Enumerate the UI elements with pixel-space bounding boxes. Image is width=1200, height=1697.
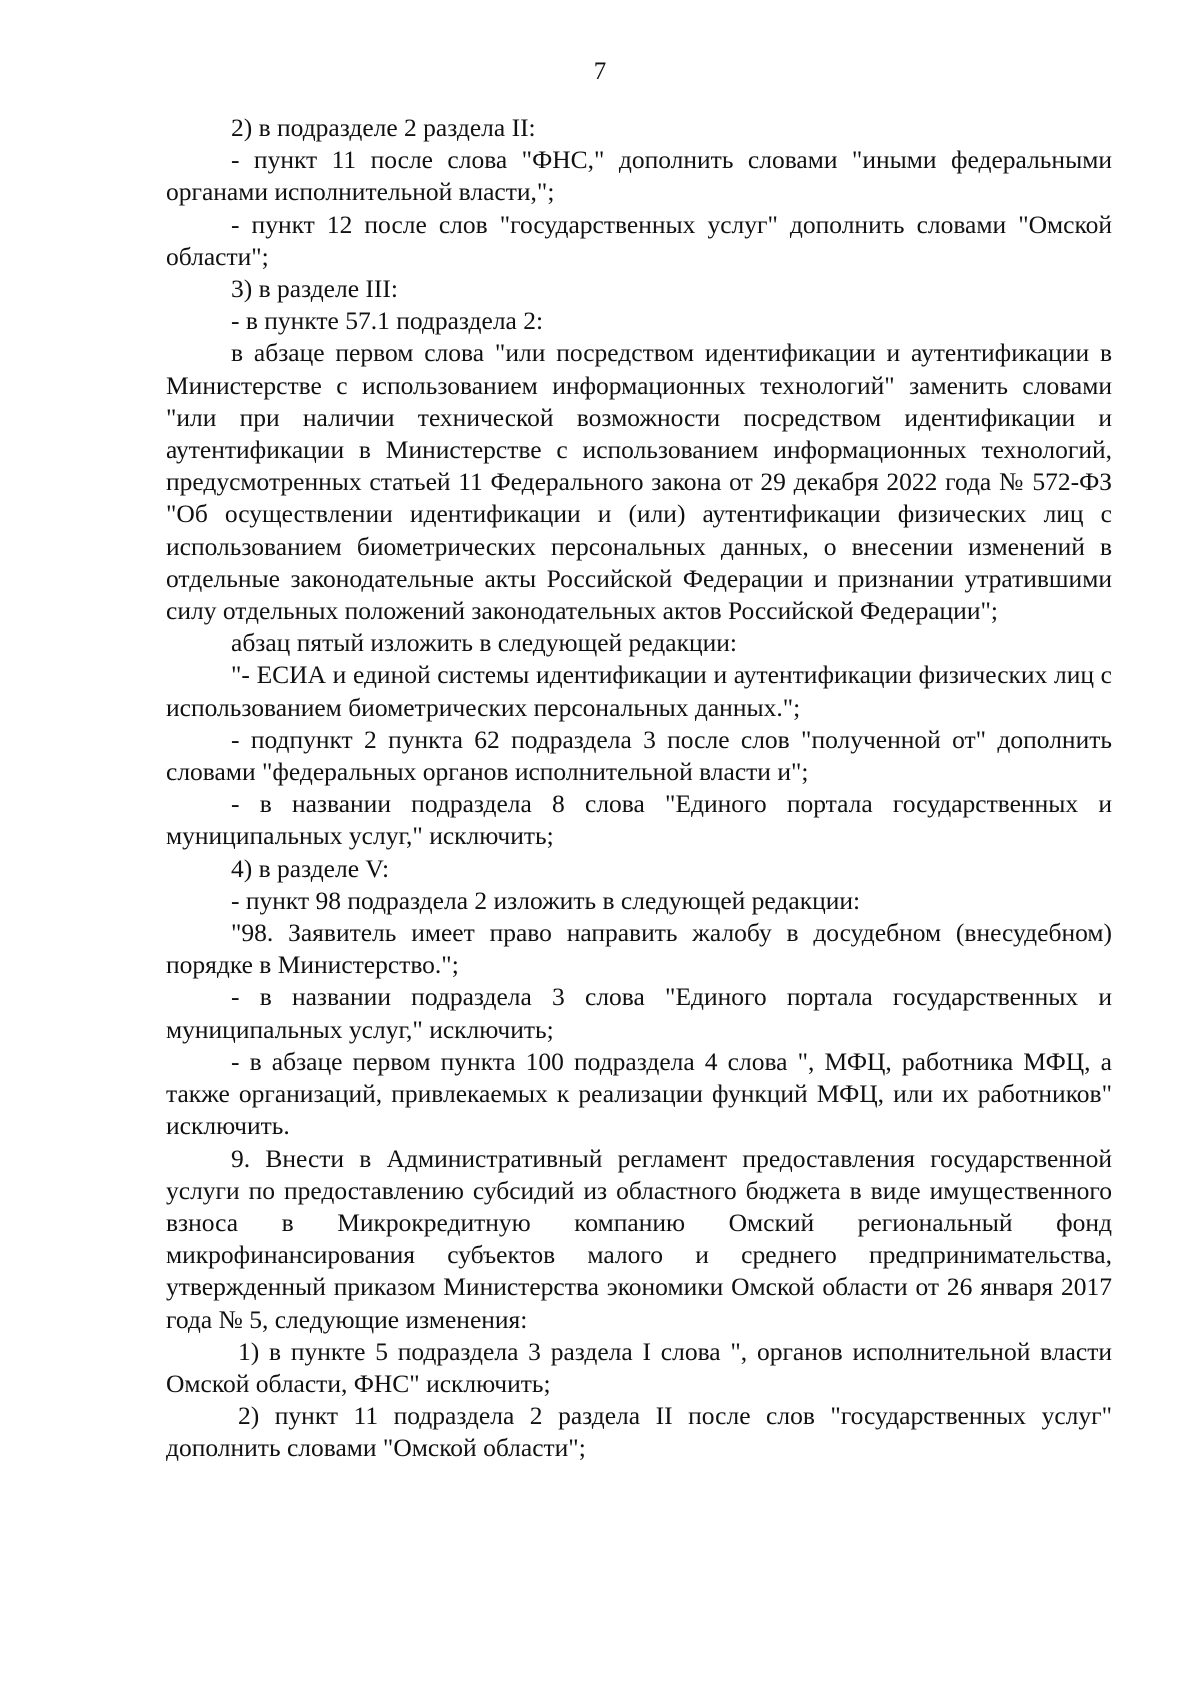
paragraph: "- ЕСИА и единой системы идентификации и аутентификации физических лиц с использованием биометрических персональных данных."; <box>166 660 1112 722</box>
paragraph: - пункт 11 после слова "ФНС," дополнить словами "иными федеральными органами исполнительной власти,"; <box>166 145 1112 207</box>
paragraph: 2) в подразделе 2 раздела II: <box>231 113 536 142</box>
paragraph: 3) в разделе III: <box>231 274 398 304</box>
paragraph: 4) в разделе V: <box>231 853 390 883</box>
paragraph: - в названии подраздела 8 слова "Единого портала государственных и муниципальных услуг," исключить; <box>166 789 1112 851</box>
paragraph: 1) в пункте 5 подраздела 3 раздела I слова ", органов исполнительной власти Омской области, ФНС" исключить; <box>166 1336 1112 1398</box>
paragraph: 9. Внести в Административный регламент предоставления государственной услуги по предоставлению субсидий из областного бюджета в виде имущественного взноса в Микрокредитную компанию Омский региональный фонд микрофинансирования субъектов малого и среднего предпринимательства, утвержденный приказом Министерства экономики Омской области от 26 января 2017 года № 5, следующие изменения: <box>166 1143 1112 1334</box>
paragraph: - пункт 98 подраздела 2 изложить в следующей редакции: <box>231 885 861 915</box>
paragraph: в абзаце первом слова "или посредством идентификации и аутентификации в Министерстве с использованием информационных технологий" заменить словами "или при наличии технической возможности посредством идентификации и аутентификации в Министерстве с использованием информационных технологий, предусмотренных статьей 11 Федерального закона от 29 декабря 2022 года № 572-ФЗ "Об осуществлении идентификации и (или) аутентификации физических лиц с использованием биометрических персональных данных, о внесении изменений в отдельные законодательные акты Российской Федерации и признании утратившими силу отдельных положений законодательных актов Российской Федерации"; <box>166 338 1112 626</box>
document-body <box>166 112 1112 1465</box>
paragraph: - в пункте 57.1 подраздела 2: <box>231 306 544 336</box>
paragraph: - подпункт 2 пункта 62 подраздела 3 после слов "полученной от" дополнить словами "федеральных органов исполнительной власти и"; <box>166 724 1112 787</box>
paragraph: 2) пункт 11 подраздела 2 раздела II после слов "государственных услуг" дополнить словами "Омской области"; <box>166 1401 1112 1463</box>
paragraph: - пункт 12 после слов "государственных услуг" дополнить словами "Омской области"; <box>166 209 1112 271</box>
paragraph: - в абзаце первом пункта 100 подраздела 4 слова ", МФЦ, работника МФЦ, а также организаций, привлекаемых к реализации функций МФЦ, или их работников" исключить. <box>166 1046 1112 1141</box>
paragraph: - в названии подраздела 3 слова "Единого портала государственных и муниципальных услуг," исключить; <box>166 982 1112 1044</box>
paragraph: "98. Заявитель имеет право направить жалобу в досудебном (внесудебном) порядке в Министерство."; <box>166 918 1112 980</box>
page-number: 7 <box>593 58 607 85</box>
paragraph: абзац пятый изложить в следующей редакции: <box>231 628 737 658</box>
